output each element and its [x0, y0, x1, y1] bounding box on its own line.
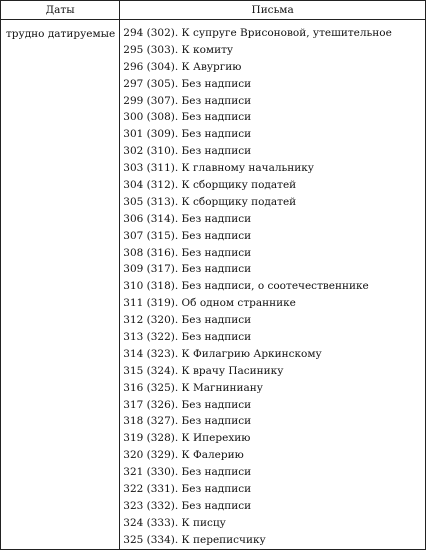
- list-item: 303 (311). К главному начальнику: [123, 162, 314, 175]
- list-item: 301 (309). Без надписи: [123, 128, 252, 141]
- list-item: 311 (319). Об одном страннике: [123, 297, 296, 310]
- list-item: 297 (305). Без надписи: [123, 77, 252, 90]
- list-item: 295 (303). К комиту: [123, 43, 234, 56]
- list-item: 314 (323). К Филагрию Аркинскому: [123, 347, 322, 360]
- date-cell: трудно датируемые: [1, 20, 120, 550]
- list-item: 309 (317). Без надписи: [123, 263, 252, 276]
- list-item: 315 (324). К врачу Пасинику: [123, 364, 284, 377]
- list-item: 296 (304). К Авургию: [123, 60, 242, 73]
- header-row: [1, 1, 426, 20]
- list-item: 324 (333). К писцу: [123, 516, 226, 529]
- list-item: 294 (302). К супруге Врисоновой, утешительное: [123, 27, 392, 39]
- list-item: 325 (334). К переписчику: [123, 533, 266, 546]
- header-dates: Даты: [1, 1, 120, 20]
- table-row: [1, 20, 426, 550]
- list-item: 306 (314). Без надписи: [123, 212, 252, 225]
- letters-cell: [120, 20, 426, 550]
- list-item: 310 (318). Без надписи, о соотечественнике: [123, 280, 369, 293]
- list-item: 299 (307). Без надписи: [123, 94, 252, 107]
- list-item: 320 (329). К Фалерию: [123, 449, 244, 462]
- list-item: 316 (325). К Магниниану: [123, 381, 263, 394]
- list-item: 321 (330). Без надписи: [123, 466, 252, 479]
- list-item: 304 (312). К сборщику податей: [123, 179, 297, 192]
- list-item: 305 (313). К сборщику податей: [123, 195, 297, 208]
- list-item: 308 (316). Без надписи: [123, 246, 252, 259]
- list-item: 319 (328). К Иперехию: [123, 432, 251, 445]
- letter-list: [123, 25, 425, 549]
- list-item: 322 (331). Без надписи: [123, 483, 252, 496]
- list-item: 307 (315). Без надписи: [123, 229, 252, 242]
- list-item: 300 (308). Без надписи: [123, 111, 252, 124]
- list-item: 318 (327). Без надписи: [123, 415, 252, 428]
- list-item: 302 (310). Без надписи: [123, 145, 252, 158]
- header-letters: Письма: [120, 1, 426, 20]
- list-item: 313 (322). Без надписи: [123, 331, 252, 344]
- list-item: 323 (332). Без надписи: [123, 499, 252, 512]
- list-item: 312 (320). Без надписи: [123, 314, 252, 327]
- list-item: 317 (326). Без надписи: [123, 398, 252, 411]
